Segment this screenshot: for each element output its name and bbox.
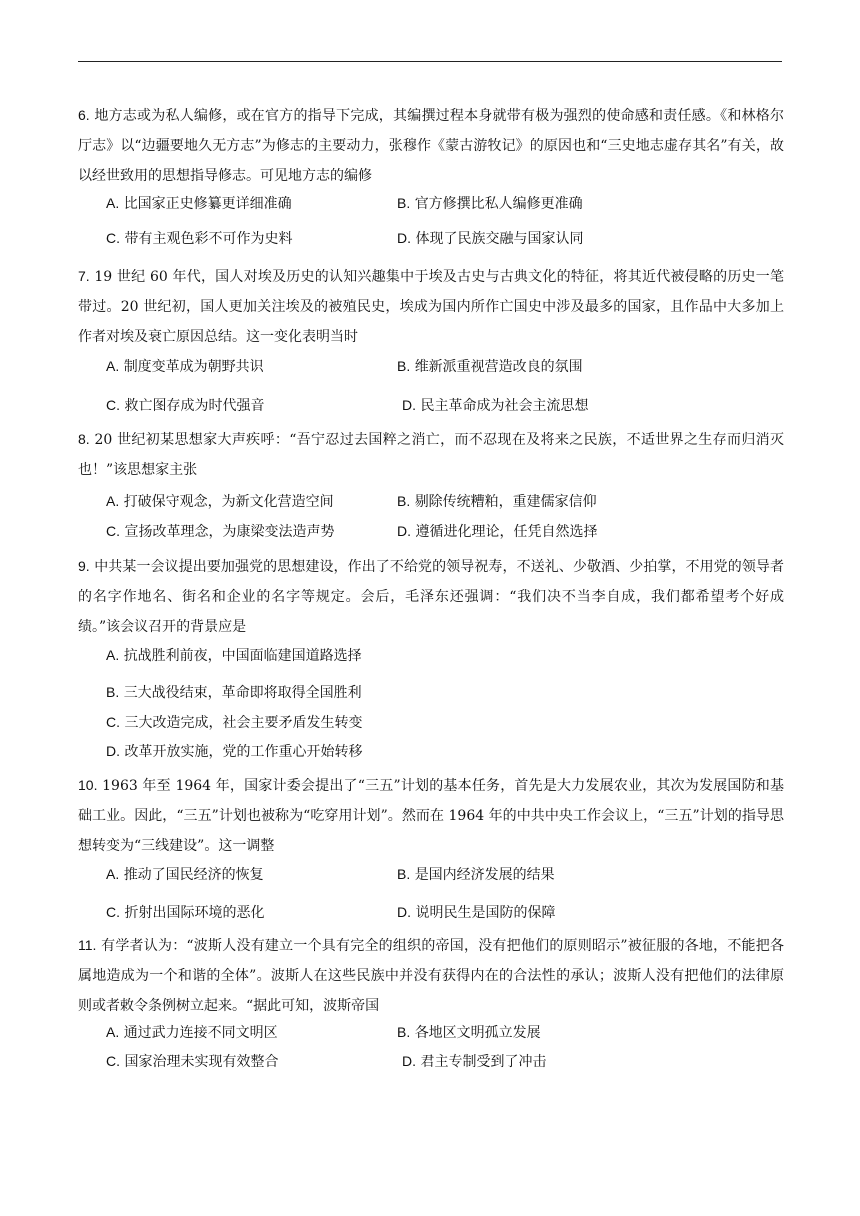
option-9-a[interactable]: A. 抗战胜利前夜，中国面临建国道路选择 [106,647,362,664]
option-9-c[interactable]: C. 三大改造完成，社会主要矛盾发生转变 [106,714,363,731]
option-11-a[interactable]: A. 通过武力连接不同文明区 [106,1024,278,1041]
option-11-b[interactable]: B. 各地区文明孤立发展 [397,1024,541,1041]
option-7-b[interactable]: B. 维新派重视营造改良的氛围 [397,358,583,375]
option-9-d[interactable]: D. 改革开放实施，党的工作重心开始转移 [106,743,363,760]
question-6 [78,100,784,191]
question-number: 7. [78,268,90,284]
question-stem [78,100,784,191]
option-7-c[interactable]: C. 救亡图存成为时代强音 [106,397,265,414]
question-number: 8. [78,431,90,447]
option-6-d[interactable]: D. 体现了民族交融与国家认同 [397,230,584,247]
option-10-c[interactable]: C. 折射出国际环境的恶化 [106,904,265,921]
option-11-d[interactable]: D. 君主专制受到了冲击 [402,1053,547,1070]
option-10-a[interactable]: A. 推动了国民经济的恢复 [106,866,264,883]
option-8-d[interactable]: D. 遵循进化理论，任凭自然选择 [397,523,598,540]
question-stem [78,551,784,642]
question-stem [78,261,784,352]
question-text: 20 世纪初某思想家大声疾呼：“吾宁忍过去国粹之消亡，而不忍现在及将来之民族，不适世界之生存而归消灭也！”该思想家主张 [78,432,784,478]
option-10-b[interactable]: B. 是国内经济发展的结果 [397,866,555,883]
option-7-a[interactable]: A. 制度变革成为朝野共识 [106,358,264,375]
question-stem [78,424,784,485]
question-text: 有学者认为：“波斯人没有建立一个具有完全的组织的帝国，没有把他们的原则昭示”被征服的各地，不能把各属地造成为一个和谐的全体”。波斯人在这些民族中并没有获得内在的合法性的承认；波斯人没有把他们的法律原则或者敕令条例树立起来。“据此可知，波斯帝国 [78,938,784,1014]
option-6-c[interactable]: C. 带有主观色彩不可作为史料 [106,230,293,247]
question-7 [78,261,784,352]
question-11 [78,930,784,1021]
option-11-c[interactable]: C. 国家治理未实现有效整合 [106,1053,279,1070]
question-10 [78,770,784,861]
question-number: 11. [78,937,97,953]
option-10-d[interactable]: D. 说明民生是国防的保障 [397,904,556,921]
question-number: 6. [78,107,90,123]
question-9 [78,551,784,642]
option-8-c[interactable]: C. 宣扬改革理念，为康梁变法造声势 [106,523,335,540]
question-stem [78,770,784,861]
option-8-a[interactable]: A. 打破保守观念，为新文化营造空间 [106,493,334,510]
question-number: 9. [78,558,90,574]
option-8-b[interactable]: B. 剔除传统糟粕，重建儒家信仰 [397,493,597,510]
header-rule [78,61,782,62]
option-7-d[interactable]: D. 民主革命成为社会主流思想 [402,397,589,414]
option-6-a[interactable]: A. 比国家正史修纂更详细准确 [106,195,292,212]
question-8 [78,424,784,485]
option-9-b[interactable]: B. 三大战役结束，革命即将取得全国胜利 [106,684,362,701]
question-text: 地方志或为私人编修，或在官方的指导下完成，其编撰过程本身就带有极为强烈的使命感和责任感。《和林格尔厅志》以“边疆要地久无方志”为修志的主要动力，张穆作《蒙古游牧记》的原因也和“三史地志虚存其名”有关，故以经世致用的思想指导修志。可见地方志的编修 [78,108,784,184]
question-number: 10. [78,777,98,793]
option-6-b[interactable]: B. 官方修撰比私人编修更准确 [397,195,583,212]
question-text: 中共某一会议提出要加强党的思想建设，作出了不给党的领导祝寿，不送礼、少敬酒、少拍掌，不用党的领导者的名字作地名、街名和企业的名字等规定。会后，毛泽东还强调：“我们决不当李自成，我们都希望考个好成绩。”该会议召开的背景应是 [78,559,784,635]
question-stem [78,930,784,1021]
question-text: 1963 年至 1964 年，国家计委会提出了“三五”计划的基本任务，首先是大力发展农业，其次为发展国防和基础工业。因此，“三五”计划也被称为“吃穿用计划”。然而在 1964 年的中共中央工作会议上，“三五”计划的指导思想转变为“三线建设”。这一调整 [78,778,785,854]
question-text: 19 世纪 60 年代，国人对埃及历史的认知兴趣集中于埃及古史与古典文化的特征，将其近代被侵略的历史一笔带过。20 世纪初，国人更加关注埃及的被殖民史，埃成为国内所作亡国史中涉及最多的国家，且作品中大多加上作者对埃及衰亡原因总结。这一变化表明当时 [78,269,785,345]
